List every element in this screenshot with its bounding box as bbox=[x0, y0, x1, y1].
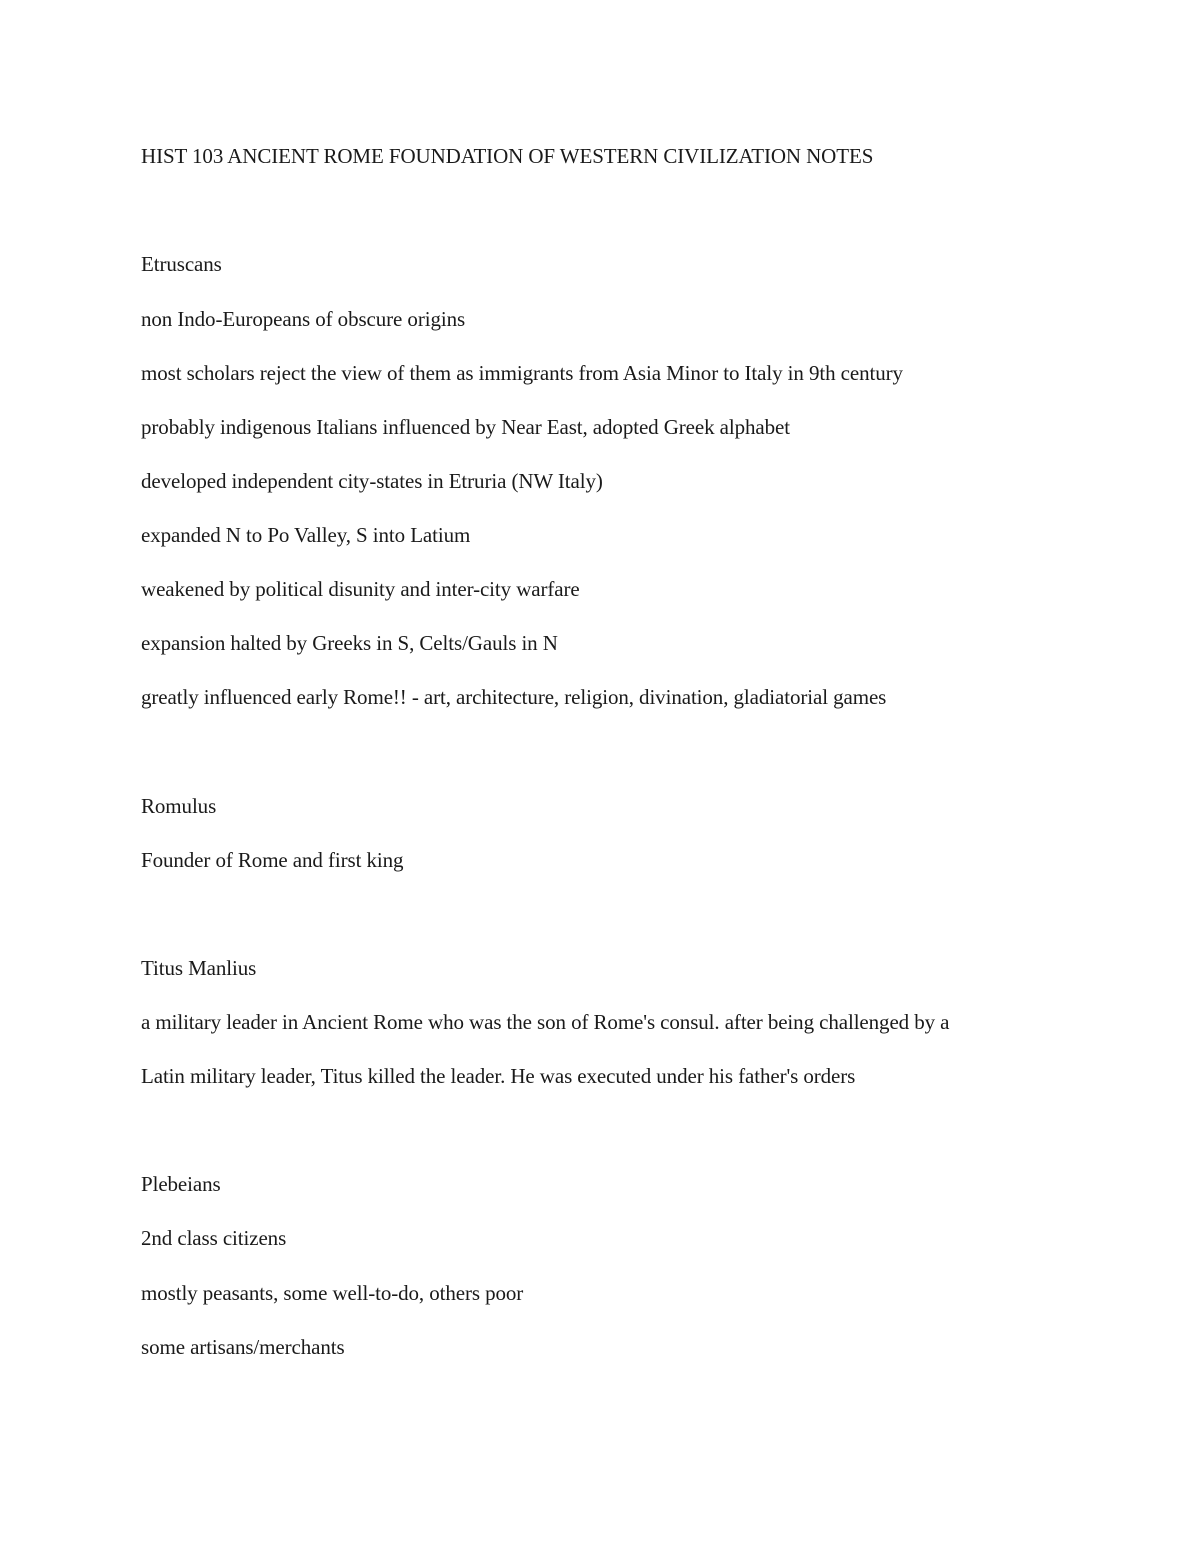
note-line: Latin military leader, Titus killed the leader. He was executed under his father's orders bbox=[141, 1064, 856, 1088]
note-line: Founder of Rome and first king bbox=[141, 848, 404, 872]
note-line: expanded N to Po Valley, S into Latium bbox=[141, 523, 471, 547]
note-line: mostly peasants, some well-to-do, others poor bbox=[141, 1281, 524, 1305]
note-line: expansion halted by Greeks in S, Celts/Gauls in N bbox=[141, 631, 558, 655]
note-line: most scholars reject the view of them as immigrants from Asia Minor to Italy in 9th century bbox=[141, 361, 903, 385]
note-line: greatly influenced early Rome!! - art, architecture, religion, divination, gladiatorial games bbox=[141, 685, 887, 709]
document-title: HIST 103 ANCIENT ROME FOUNDATION OF WESTERN CIVILIZATION NOTES bbox=[141, 144, 874, 168]
section-heading-titus-manlius: Titus Manlius bbox=[141, 956, 257, 980]
note-line: a military leader in Ancient Rome who was the son of Rome's consul. after being challenged by a bbox=[141, 1010, 950, 1034]
note-line: developed independent city-states in Etruria (NW Italy) bbox=[141, 469, 603, 493]
note-line: non Indo-Europeans of obscure origins bbox=[141, 307, 466, 331]
section-heading-romulus: Romulus bbox=[141, 794, 217, 818]
section-heading-etruscans: Etruscans bbox=[141, 252, 222, 276]
note-line: 2nd class citizens bbox=[141, 1226, 287, 1250]
note-line: weakened by political disunity and inter-city warfare bbox=[141, 577, 580, 601]
note-line: some artisans/merchants bbox=[141, 1335, 345, 1359]
section-heading-plebeians: Plebeians bbox=[141, 1172, 221, 1196]
note-line: probably indigenous Italians influenced by Near East, adopted Greek alphabet bbox=[141, 415, 791, 439]
